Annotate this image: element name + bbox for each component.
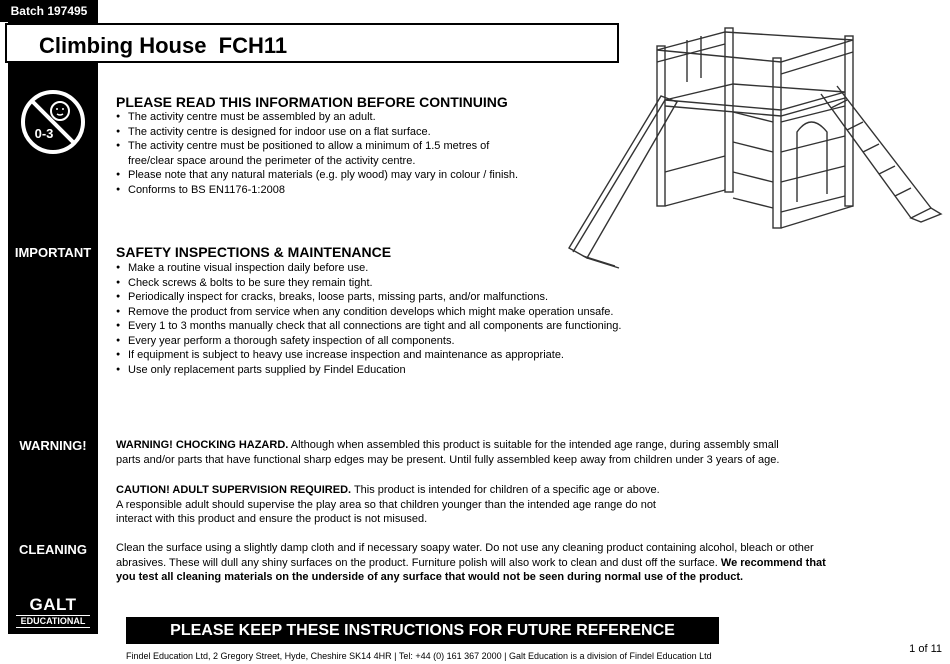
age-range-text: 0-3 <box>34 126 54 141</box>
cleaning-label: CLEANING <box>19 542 87 557</box>
caution-text: A responsible adult should supervise the play area so that children younger than the intended age range do not <box>116 498 656 511</box>
cleaning-paragraph <box>116 541 826 585</box>
galt-logo-main: GALT <box>29 595 77 614</box>
list-item: ● Every 1 to 3 months manually check that all connections are tight and all components are functioning. <box>116 319 621 334</box>
galt-logo-sub: EDUCATIONAL <box>16 615 90 628</box>
caution-lead: CAUTION! ADULT SUPERVISION REQUIRED. <box>116 484 352 496</box>
list-item: ● Conforms to BS EN1176-1:2008 <box>116 183 518 198</box>
list-item: ● Periodically inspect for cracks, breaks, loose parts, missing parts, and/or malfunctions. <box>116 290 621 305</box>
batch-label: Batch 197495 <box>0 0 98 22</box>
warning-label: WARNING! <box>19 438 87 453</box>
page-title: Climbing House FCH11 <box>39 33 288 58</box>
galt-logo <box>8 596 98 628</box>
list-item: ● The activity centre is designed for indoor use on a flat surface. <box>116 125 518 140</box>
list-item: ● Please note that any natural materials (e.g. ply wood) may vary in colour / finish. <box>116 168 518 183</box>
footer-address: Findel Education Ltd, 2 Gregory Street, Hyde, Cheshire SK14 4HR | Tel: +44 (0) 161 367 2000 | Galt Education is a division of Findel Education Ltd <box>126 651 712 661</box>
cleaning-text: Clean the surface using a slightly damp cloth and if necessary soapy water. Do not use any cleaning product containing alcohol, bleach or other <box>116 542 814 554</box>
safety-heading: SAFETY INSPECTIONS & MAINTENANCE <box>116 244 392 260</box>
list-item: ● Check screws & bolts to be sure they remain tight. <box>116 276 621 291</box>
caution-text: interact with this product and ensure the product is not misused. <box>116 513 428 525</box>
intro-list <box>116 110 518 197</box>
list-item: ● Every year perform a thorough safety inspection of all components. <box>116 334 621 349</box>
title-box <box>5 23 619 63</box>
list-item-continuation: free/clear space around the perimeter of the activity centre. <box>128 154 416 167</box>
keep-instructions-banner: PLEASE KEEP THESE INSTRUCTIONS FOR FUTURE REFERENCE <box>126 617 719 644</box>
caution-paragraph <box>116 483 660 527</box>
cleaning-text: abrasives. These will dull any shiny surfaces on the product. Furniture polish will also work to clean and dust off the surface. <box>116 556 721 569</box>
warning-paragraph <box>116 438 779 467</box>
cleaning-recommendation: We recommend that <box>720 556 826 569</box>
page-number: 1 of 11 <box>909 643 942 655</box>
warning-text: parts and/or parts that have functional sharp edges may be present. Until fully assembled keep away from children under 3 years of age. <box>116 453 780 466</box>
warning-text: Although when assembled this product is suitable for the intended age range, during assembly small <box>288 439 779 451</box>
list-item: ● If equipment is subject to heavy use increase inspection and maintenance as appropriate. <box>116 348 621 363</box>
important-label: IMPORTANT <box>14 245 92 260</box>
list-item: ● Use only replacement parts supplied by Findel Education <box>116 363 621 378</box>
list-item: ● The activity centre must be positioned to allow a minimum of 1.5 metres of <box>116 139 518 154</box>
climbing-house-illustration <box>565 22 945 272</box>
list-item: ● Make a routine visual inspection daily before use. <box>116 261 621 276</box>
safety-list <box>116 261 621 377</box>
list-item: ● Remove the product from service when any condition develops which might make operation unsafe. <box>116 305 621 320</box>
caution-text: This product is intended for children of a specific age or above. <box>351 484 660 496</box>
age-warning-icon <box>20 89 86 155</box>
intro-heading: PLEASE READ THIS INFORMATION BEFORE CONTINUING <box>116 94 508 110</box>
cleaning-recommendation: you test all cleaning materials on the underside of any surface that would not be seen during normal use of the product. <box>116 571 744 583</box>
list-item: ● The activity centre must be assembled by an adult. <box>116 110 518 125</box>
warning-lead: WARNING! CHOCKING HAZARD. <box>116 439 289 451</box>
